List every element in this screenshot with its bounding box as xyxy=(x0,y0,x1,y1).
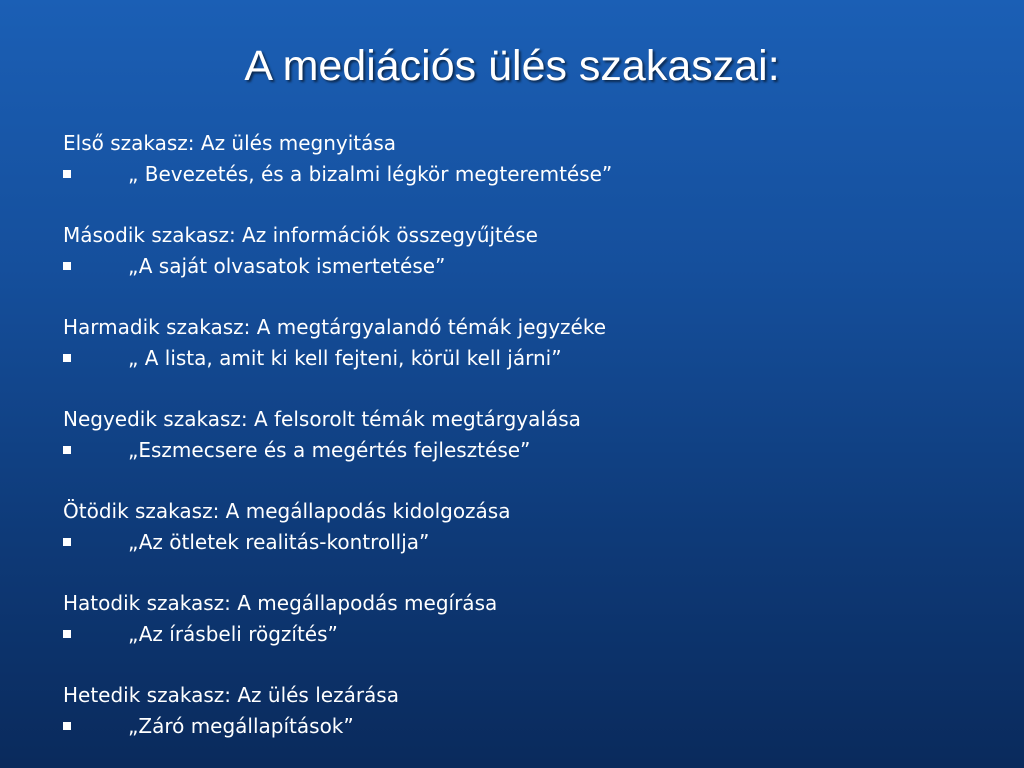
bullet-item xyxy=(63,343,983,374)
section-1 xyxy=(63,128,983,220)
square-bullet-icon xyxy=(63,262,71,270)
section-6 xyxy=(63,588,983,680)
section-heading: Első szakasz: Az ülés megnyitása xyxy=(63,131,397,155)
section-2 xyxy=(63,220,983,312)
bullet-text: „Záró megállapítások” xyxy=(128,714,354,738)
section-3 xyxy=(63,312,983,404)
section-4 xyxy=(63,404,983,496)
section-5 xyxy=(63,496,983,588)
square-bullet-icon xyxy=(63,446,71,454)
bullet-text: „ A lista, amit ki kell fejteni, körül kell járni” xyxy=(128,346,562,370)
section-heading: Ötödik szakasz: A megállapodás kidolgozása xyxy=(63,499,511,523)
section-heading: Harmadik szakasz: A megtárgyalandó témák jegyzéke xyxy=(63,315,607,339)
section-7 xyxy=(63,680,983,768)
bullet-item xyxy=(63,159,983,190)
bullet-item xyxy=(63,527,983,558)
section-heading: Hetedik szakasz: Az ülés lezárása xyxy=(63,683,399,707)
square-bullet-icon xyxy=(63,354,71,362)
bullet-item xyxy=(63,711,983,742)
bullet-text: „A saját olvasatok ismertetése” xyxy=(128,254,446,278)
bullet-text: „Az ötletek realitás-kontrollja” xyxy=(128,530,430,554)
section-heading: Hatodik szakasz: A megállapodás megírása xyxy=(63,591,498,615)
bullet-item xyxy=(63,251,983,282)
bullet-text: „Az írásbeli rögzítés” xyxy=(128,622,338,646)
bullet-text: „Eszmecsere és a megértés fejlesztése” xyxy=(128,438,531,462)
square-bullet-icon xyxy=(63,722,71,730)
bullet-item xyxy=(63,619,983,650)
square-bullet-icon xyxy=(63,170,71,178)
bullet-text: „ Bevezetés, és a bizalmi légkör megteremtése” xyxy=(128,162,613,186)
section-heading: Második szakasz: Az információk összegyűjtése xyxy=(63,223,538,247)
square-bullet-icon xyxy=(63,630,71,638)
slide-title: A mediációs ülés szakaszai: xyxy=(244,42,780,90)
slide-content xyxy=(63,128,983,768)
section-heading: Negyedik szakasz: A felsorolt témák megtárgyalása xyxy=(63,407,581,431)
square-bullet-icon xyxy=(63,538,71,546)
bullet-item xyxy=(63,435,983,466)
